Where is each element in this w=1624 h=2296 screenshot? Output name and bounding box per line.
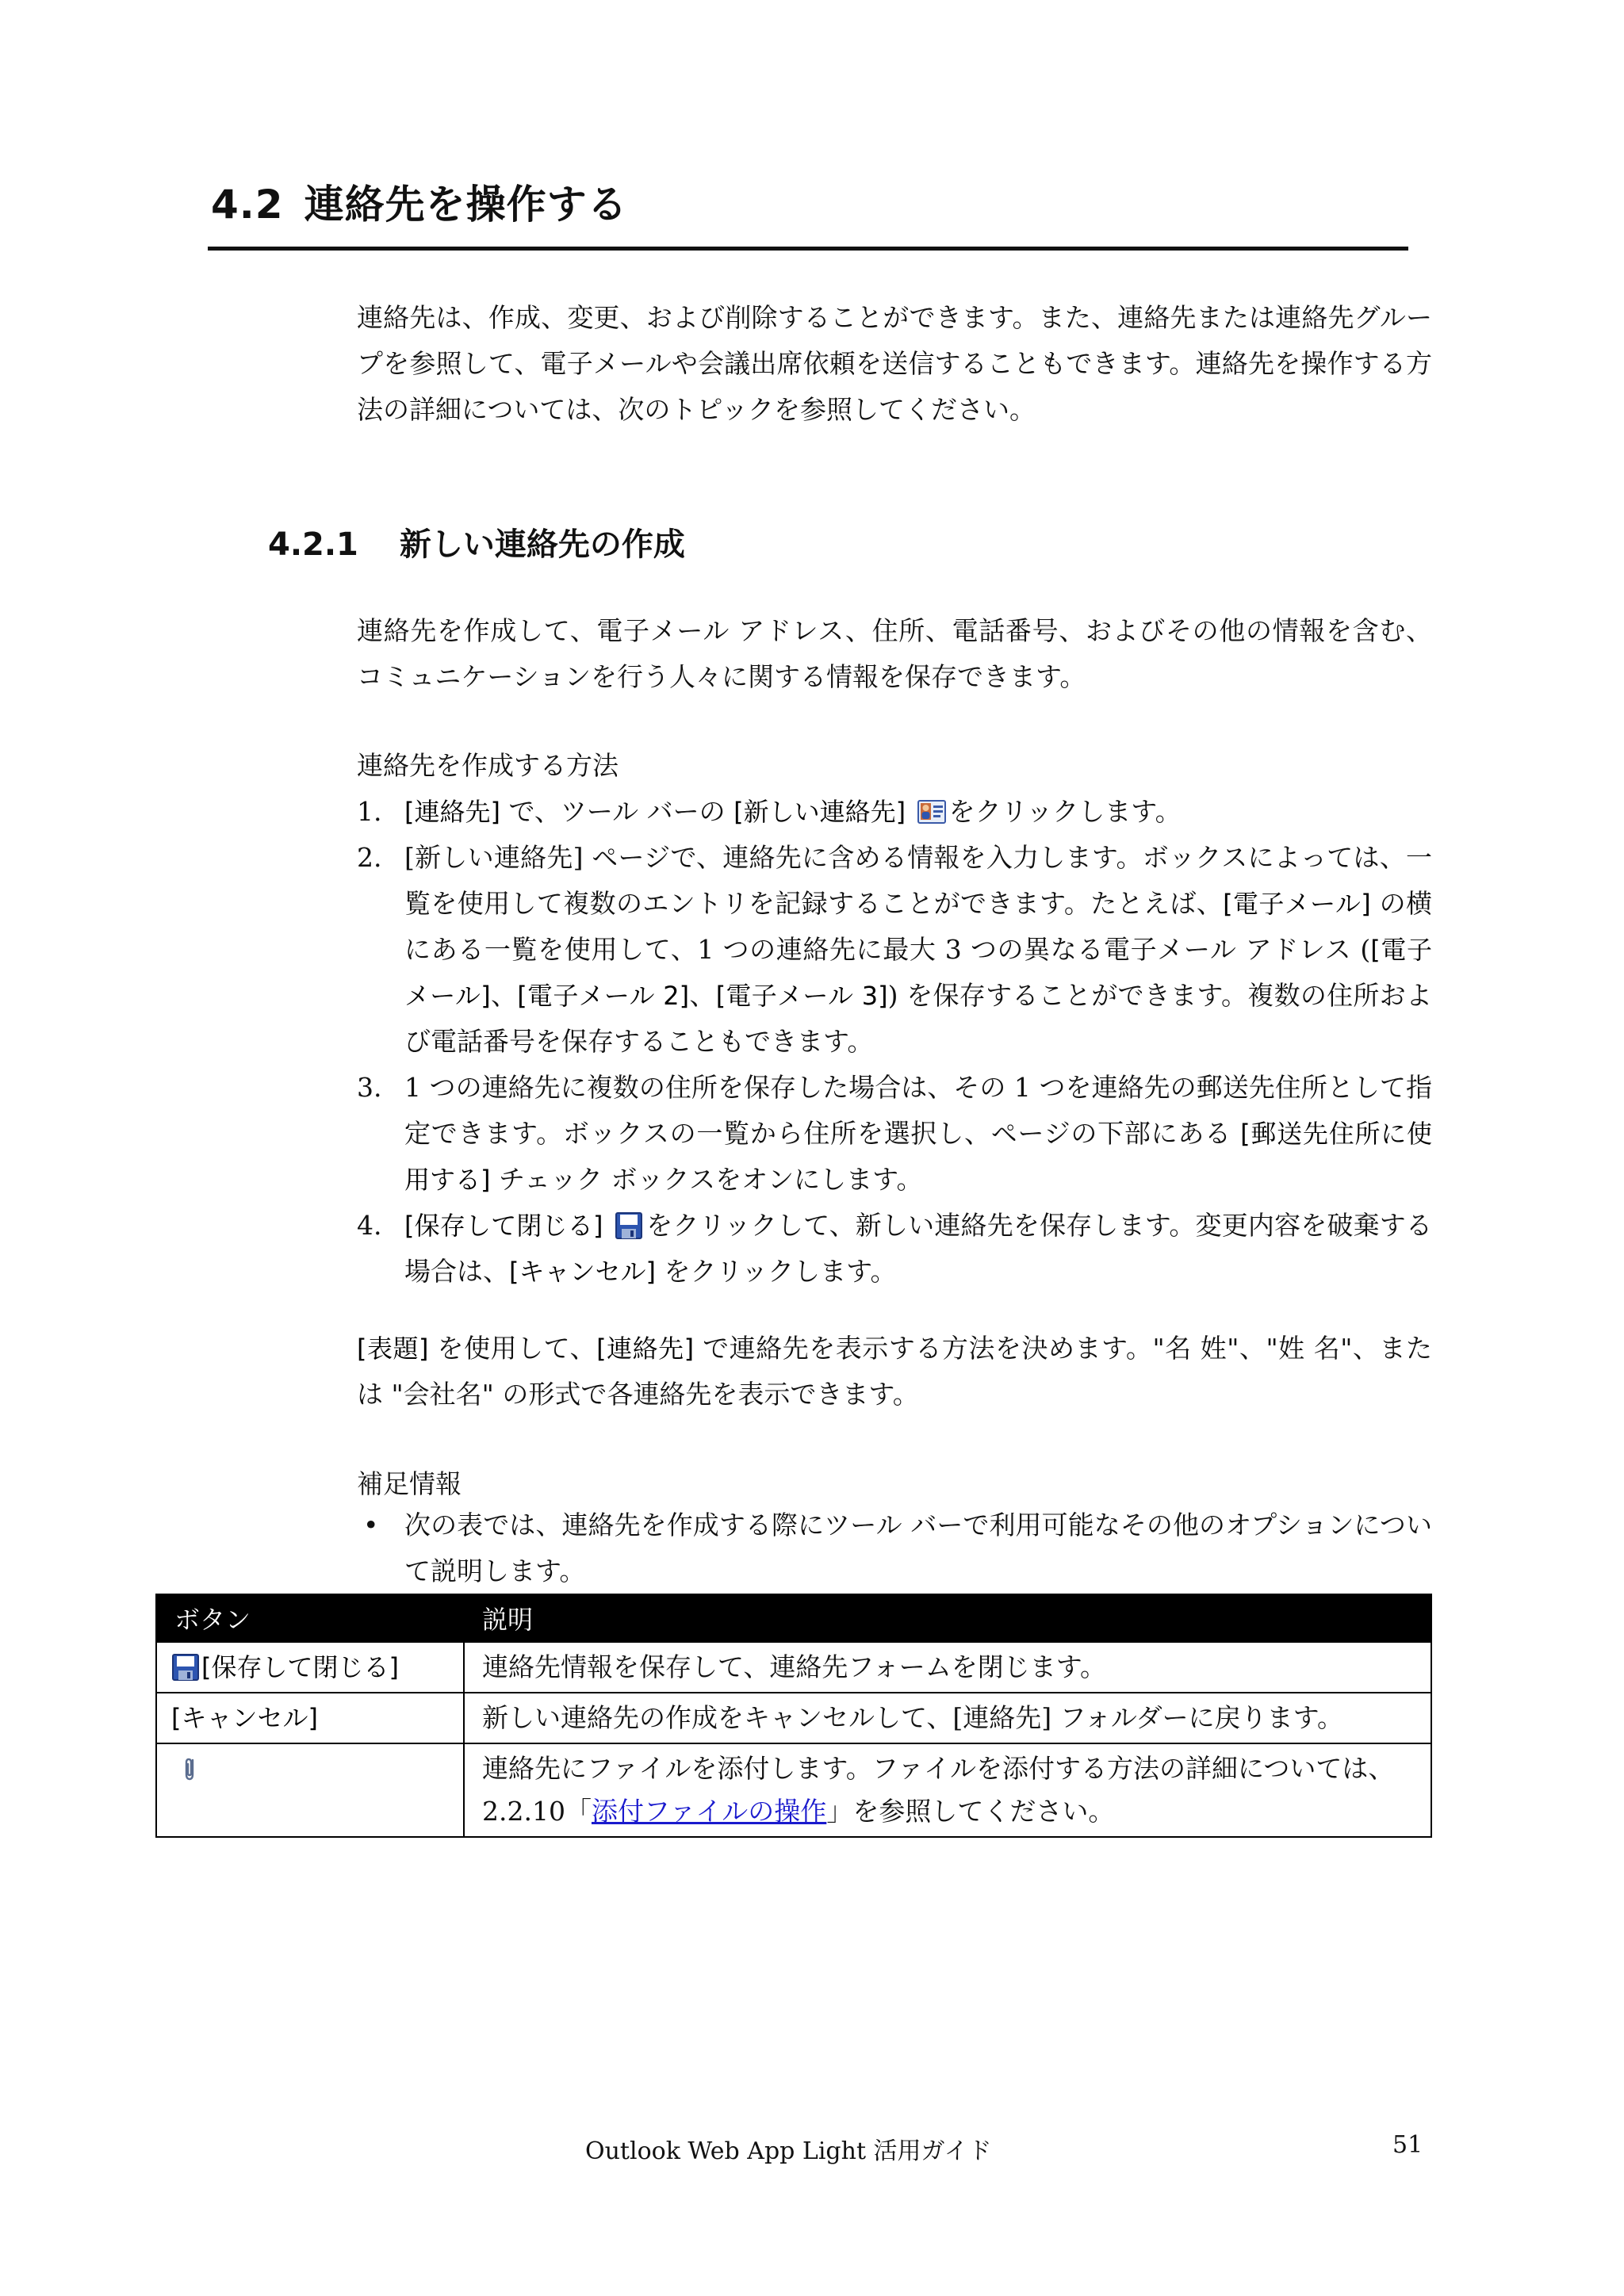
table-header-cell: 説明 <box>464 1594 1431 1642</box>
step-bold-text: [連絡先] <box>404 797 500 827</box>
button-cell <box>156 1743 464 1837</box>
button-cell <box>156 1693 464 1743</box>
note-text: で連絡先を表示する方法を決めます。"名 姓"、"姓 名"、または "会社名" の形式で各連絡先を表示できます。 <box>357 1333 1432 1410</box>
footer-title: Outlook Web App Light 活用ガイド <box>585 2137 992 2165</box>
description-text: 連絡先にファイルを添付します。ファイルを添付する方法の詳細については、2.2.10「 <box>482 1753 1395 1827</box>
table-header-row <box>156 1594 1431 1642</box>
step-text: をクリックします。 <box>655 1256 897 1287</box>
intro-paragraph: 連絡先は、作成、変更、および削除することができます。また、連絡先または連絡先グループを参照して、電子メールや会議出席依頼を送信することもできます。連絡先を操作する方法の詳細については、次のトピックを参照してください。 <box>357 302 1432 425</box>
display-note-paragraph <box>357 1326 1432 1418</box>
description-cell: 新しい連絡先の作成をキャンセルして、[連絡先] フォルダーに戻ります。 <box>464 1693 1431 1743</box>
table-row <box>156 1693 1431 1743</box>
step-text: チェック ボックスをオンにします。 <box>490 1164 923 1195</box>
procedure-heading: 連絡先を作成する方法 <box>357 750 619 781</box>
step-bold-text: [電子メール 3] <box>715 981 888 1011</box>
section-number: 4.2 <box>211 182 284 228</box>
procedure-steps <box>357 789 1432 1295</box>
section-heading <box>211 173 628 230</box>
step-1 <box>357 789 1432 835</box>
step-text: をクリックします。 <box>948 796 1182 827</box>
button-label: [キャンセル] <box>171 1703 318 1733</box>
step-text: の横にある一覧を使用して、1 つの連絡先に最大 3 つの異なる電子メール アドレス ( <box>404 888 1432 965</box>
more-info-bullet <box>357 1502 1432 1594</box>
subsection-heading <box>268 519 685 564</box>
step-text: 1 つの連絡先に複数の住所を保存した場合は、その 1 つを連絡先の郵送先住所として指定できます。ボックスの一覧から住所を選択し、ページの下部にある <box>404 1072 1432 1149</box>
button-label: [保存して閉じる] <box>201 1652 399 1682</box>
heading-rule <box>208 247 1408 251</box>
step-number: 4. <box>357 1210 382 1241</box>
step-text: ) を保存することができます。複数の住所および電話番号を保存することもできます。 <box>404 980 1432 1057</box>
step-3 <box>357 1065 1432 1203</box>
step-text: 、 <box>490 980 518 1011</box>
table-header-cell: ボタン <box>156 1594 464 1642</box>
description-text: 」を参照してください。 <box>826 1796 1115 1827</box>
paperclip-icon <box>176 1752 205 1779</box>
step-number: 1. <box>357 796 382 827</box>
step-bold-text: [電子メール] <box>404 935 1432 1011</box>
step-2 <box>357 835 1432 1065</box>
step-bold-text: [キャンセル] <box>509 1257 656 1287</box>
bullet-dot: • <box>363 1510 379 1540</box>
step-bold-text: [電子メール 2] <box>517 981 690 1011</box>
bullet-text: 次の表では、連絡先を作成する際にツール バーで利用可能なその他のオプションについて説明します。 <box>404 1510 1432 1586</box>
attachments-link[interactable]: 添付ファイルの操作 <box>591 1796 827 1827</box>
step-bold-text: [郵送先住所に使用する] <box>404 1119 1432 1195</box>
description-cell <box>464 1743 1431 1837</box>
more-info-heading: 補足情報 <box>357 1468 462 1499</box>
subsection-description: 連絡先を作成して、電子メール アドレス、住所、電話番号、およびその他の情報を含む、コミュニケーションを行う人々に関する情報を保存できます。 <box>357 615 1432 692</box>
page-number: 51 <box>1392 2131 1423 2159</box>
step-text: をクリックして、新しい連絡先を保存します。変更内容を破棄する場合は、 <box>404 1210 1432 1287</box>
subsection-number: 4.2.1 <box>268 526 358 563</box>
table-row <box>156 1743 1431 1837</box>
step-text: [新しい連絡先] ページで、連絡先に含める情報を入力します。ボックスによっては、一覧を使用して複数のエントリを記録することができます。たとえば、 <box>404 842 1432 919</box>
step-bold-text: [保存して閉じる] <box>404 1211 603 1241</box>
subsection-title: 新しい連絡先の作成 <box>399 526 685 563</box>
save-disk-icon <box>615 1207 643 1234</box>
bold-term: [表題] <box>357 1334 429 1364</box>
save-disk-icon <box>171 1651 200 1678</box>
step-number: 3. <box>357 1072 382 1103</box>
section-title: 連絡先を操作する <box>304 182 628 228</box>
step-bold-text: [新しい連絡先] <box>733 797 906 827</box>
step-4 <box>357 1203 1432 1295</box>
table-row <box>156 1642 1431 1693</box>
step-number: 2. <box>357 842 382 873</box>
new-contact-icon <box>917 794 946 821</box>
step-text: で、ツール バーの <box>500 796 734 827</box>
step-text: 、 <box>689 980 716 1011</box>
options-table <box>155 1594 1432 1838</box>
bold-term: [連絡先] <box>596 1334 695 1364</box>
step-bold-text: [電子メール] <box>1223 889 1371 919</box>
note-text: を使用して、 <box>428 1333 597 1364</box>
description-cell: 連絡先情報を保存して、連絡先フォームを閉じます。 <box>464 1642 1431 1693</box>
button-cell <box>156 1642 464 1693</box>
